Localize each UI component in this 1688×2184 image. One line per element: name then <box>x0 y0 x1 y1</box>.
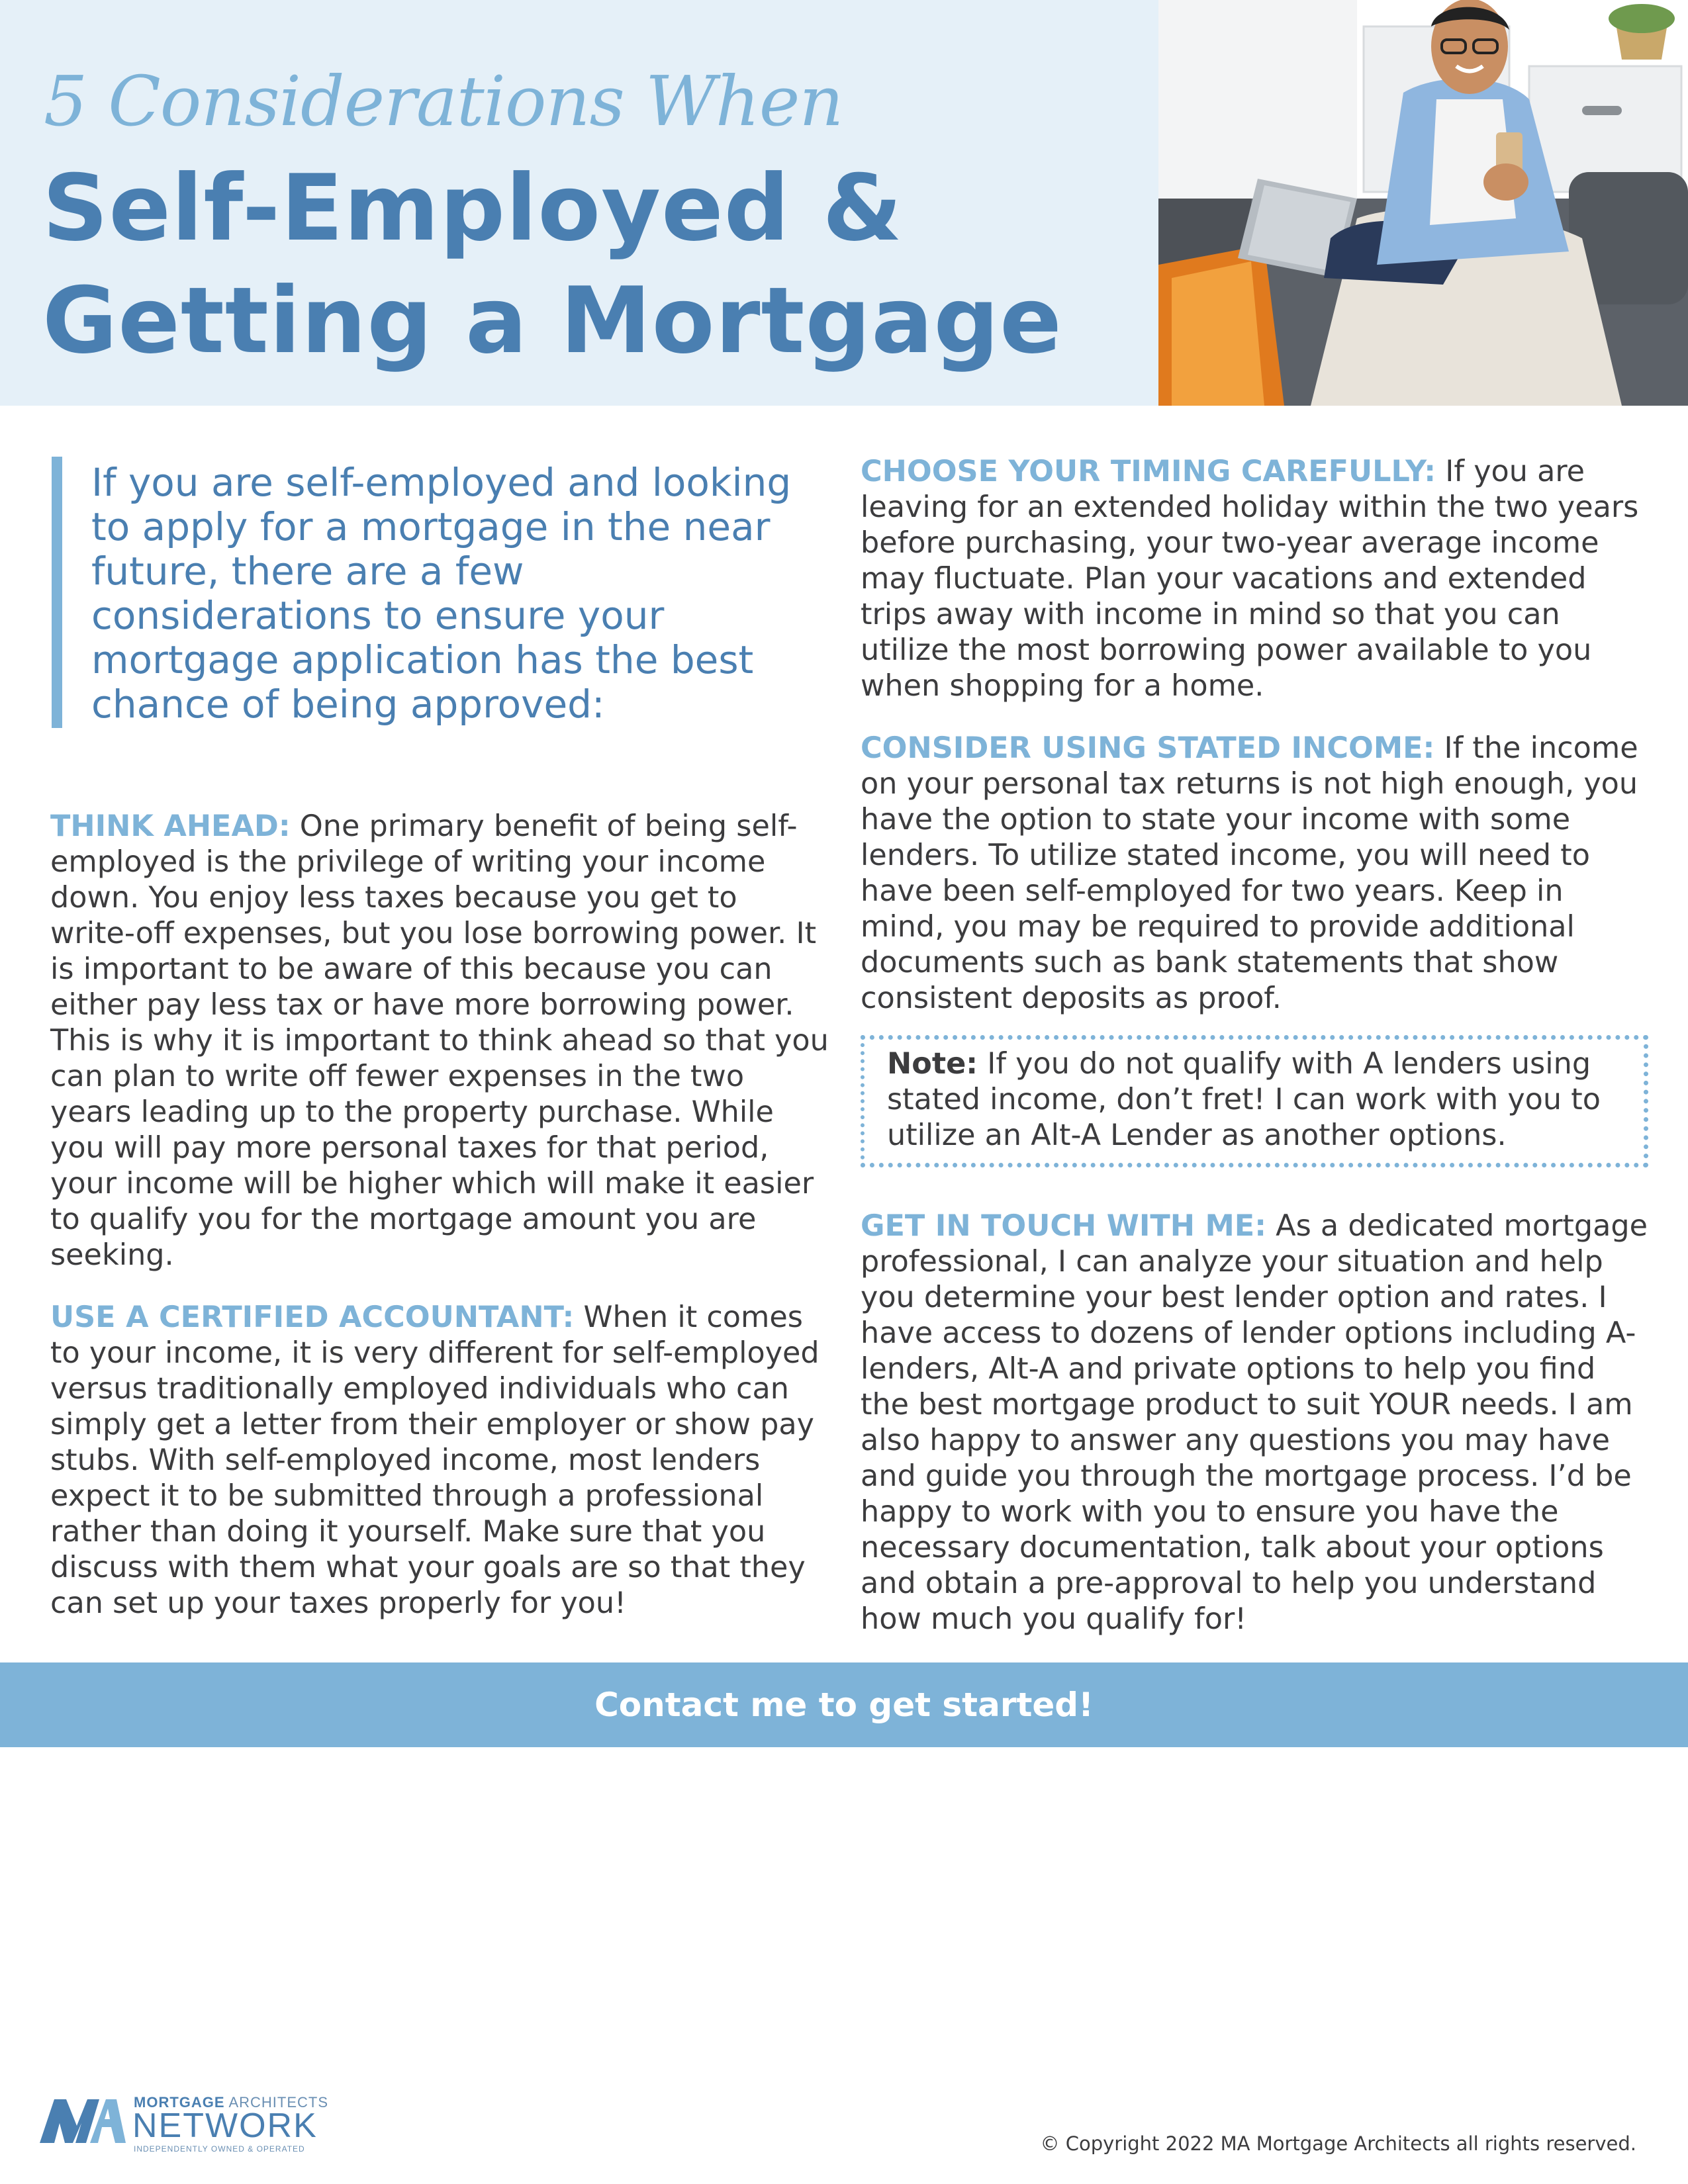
page-title-line-1: Self-Employed & <box>42 155 903 261</box>
copyright: © Copyright 2022 MA Mortgage Architects all rights reserved. <box>1040 2132 1636 2155</box>
contact-heading: GET IN TOUCH WITH ME: <box>861 1209 1266 1243</box>
logo-top-bold: MORTGAGE <box>134 2094 225 2111</box>
script-title: 5 Considerations When <box>44 61 843 142</box>
right-column <box>861 454 1648 1664</box>
think-ahead-body: One primary benefit of being self-employed is the privilege of writing your income down. You enjoy less taxes because you get to write-off expenses, but you lose borrowing power. It is important to be aware of this because you can either pay less tax or have more borrowing power. This is why it is important to think ahead so that you can plan to write off fewer expenses in the two years leading up to the property purchase. While you will pay more personal taxes for that period, your income will be higher which will make it easier to qualify you for the mortgage amount you are seeking. <box>50 809 829 1272</box>
left-column <box>50 809 831 1648</box>
note-body: If you do not qualify with A lenders using stated income, don’t fret! I can work with you to utilize an Alt-A Lender as another options. <box>887 1047 1601 1152</box>
note-box <box>861 1035 1648 1167</box>
logo-tagline: INDEPENDENTLY OWNED & OPERATED <box>134 2144 305 2154</box>
section-stated-income <box>861 731 1648 1017</box>
intro-callout <box>52 457 793 728</box>
contact-body: As a dedicated mortgage professional, I can analyze your situation and help you determine your best lender option and rates. I have access to dozens of lender options including A-lenders, Alt-A and private options to help you find the best mortgage product to suit YOUR needs. I am also happy to answer any questions you may have and guide you through the mortgage process. I’d be happy to work with you to ensure you have the necessary documentation, talk about your options and obtain a pre-approval to help you understand how much you qualify for! <box>861 1209 1648 1636</box>
timing-heading: CHOOSE YOUR TIMING CAREFULLY: <box>861 455 1436 488</box>
section-accountant <box>50 1300 831 1621</box>
company-logo <box>40 2091 329 2154</box>
think-ahead-heading: THINK AHEAD: <box>50 809 291 843</box>
logo-network: NETWORK <box>132 2107 318 2145</box>
accountant-heading: USE A CERTIFIED ACCOUNTANT: <box>50 1300 575 1334</box>
cta-banner[interactable] <box>0 1662 1688 1747</box>
page-title <box>42 152 1062 377</box>
ma-logo-icon <box>40 2097 126 2143</box>
intro-text: If you are self-employed and looking to apply for a mortgage in the near future, there are a few considerations to ensure your mortgage application has the best chance of being approved: <box>91 460 792 727</box>
stated-income-heading: CONSIDER USING STATED INCOME: <box>861 731 1435 765</box>
section-contact <box>861 1208 1648 1637</box>
header-photo <box>1158 0 1688 406</box>
accountant-body: When it comes to your income, it is very different for self-employed versus traditionally employed individuals who can simply get a letter from their employer or show pay stubs. With self-employed income, most lenders expect it to be submitted through a professional rather than doing it yourself. Make sure that you discuss with them what your goals are so that they can set up your taxes properly for you! <box>50 1300 820 1620</box>
timing-body: If you are leaving for an extended holiday within the two years before purchasing, your two-year average income may fluctuate. Plan your vacations and extended trips away with income in mind so that you can utilize the most borrowing power available to you when shopping for a home. <box>861 455 1639 703</box>
section-timing <box>861 454 1648 704</box>
logo-top-rest: ARCHITECTS <box>224 2094 329 2111</box>
stated-income-body: If the income on your personal tax returns is not high enough, you have the option to state your income with some lenders. To utilize stated income, you will need to have been self-employed for two years. Keep in mind, you may be required to provide additional documents such as bank statements that show consistent deposits as proof. <box>861 731 1638 1015</box>
cta-text[interactable]: Contact me to get started! <box>594 1686 1094 1724</box>
page-title-line-2: Getting a Mortgage <box>42 267 1062 374</box>
section-think-ahead <box>50 809 831 1273</box>
note-label: Note: <box>887 1047 978 1081</box>
header-banner <box>0 0 1158 406</box>
